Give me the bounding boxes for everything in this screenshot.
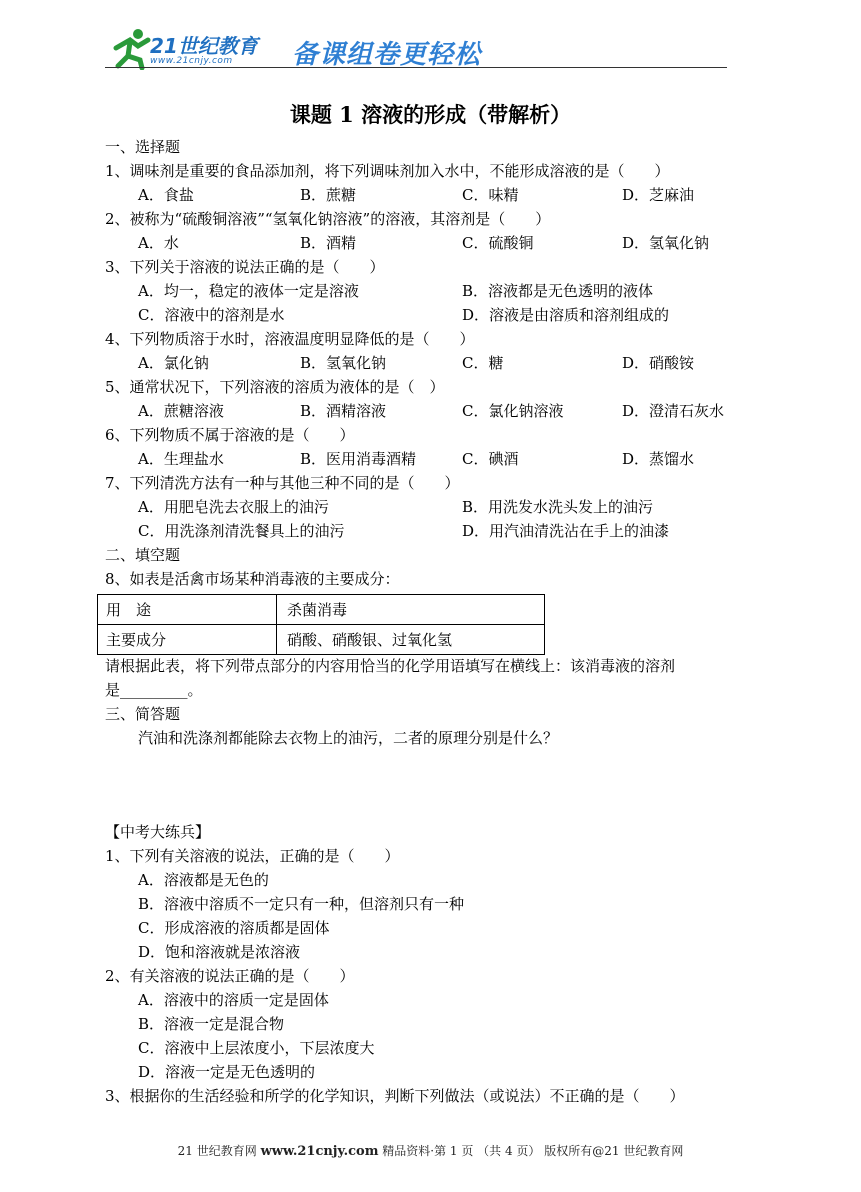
option-c: C．用洗涤剂清洗餐具上的油污 — [138, 522, 345, 540]
table-cell: 硝酸、硝酸银、过氧化氢 — [277, 625, 545, 655]
header-slogan: 备课组卷更轻松 — [292, 40, 482, 70]
table-cell: 主要成分 — [98, 625, 277, 655]
option-a: A．溶液都是无色的 — [138, 871, 269, 889]
option-b: B．溶液一定是混合物 — [138, 1015, 285, 1033]
runner-icon — [108, 26, 152, 70]
page-title: 课题 1 溶液的形成（带解析） — [289, 102, 572, 127]
question-stem: 汽油和洗涤剂都能除去衣物上的油污，二者的原理分别是什么？ — [138, 729, 559, 747]
option-b: B．医用消毒酒精 — [300, 450, 417, 468]
option-c: C．硫酸铜 — [462, 234, 534, 252]
option-a: A．生理盐水 — [138, 450, 224, 468]
option-d: D．溶液是由溶质和溶剂组成的 — [462, 306, 670, 324]
option-a: A．溶液中的溶质一定是固体 — [138, 991, 329, 1009]
option-c: C．溶液中的溶剂是水 — [138, 306, 285, 324]
option-b: B．溶液中溶质不一定只有一种，但溶剂只有一种 — [138, 895, 465, 913]
option-b: B．酒精溶液 — [300, 402, 387, 420]
table-row — [98, 625, 545, 655]
question-stem: 5、通常状况下，下列溶液的溶质为液体的是（ ） — [105, 378, 445, 396]
section-heading: 二、填空题 — [105, 546, 181, 564]
section-heading: 三、简答题 — [105, 705, 181, 723]
question-stem: 6、下列物质不属于溶液的是（ ） — [105, 426, 355, 444]
question-stem: 2、有关溶液的说法正确的是（ ） — [105, 967, 355, 985]
option-c: C．形成溶液的溶质都是固体 — [138, 919, 330, 937]
brand-name: 21世纪教育 — [150, 34, 258, 58]
answer-blank-line: 是_________。 — [105, 681, 203, 699]
question-text: 请根据此表，将下列带点部分的内容用恰当的化学用语填写在横线上：该消毒液的溶剂 — [105, 657, 676, 675]
question-stem: 3、下列关于溶液的说法正确的是（ ） — [105, 258, 385, 276]
footer-source: 21 世纪教育网 — [177, 1144, 261, 1158]
option-b: B．用洗发水洗头发上的油污 — [462, 498, 654, 516]
brand-url[interactable]: www.21cnjy.com — [150, 56, 233, 66]
option-d: D．用汽油清洗沾在手上的油漆 — [462, 522, 670, 540]
disinfectant-table — [97, 594, 545, 655]
option-c: C．氯化钠溶液 — [462, 402, 564, 420]
table-cell: 用 途 — [98, 595, 277, 625]
option-d: D．溶液一定是无色透明的 — [138, 1063, 316, 1081]
page-footer — [0, 1142, 861, 1159]
question-stem: 3、根据你的生活经验和所学的化学知识，判断下列做法（或说法）不正确的是（ ） — [105, 1087, 685, 1105]
option-a: A．食盐 — [138, 186, 194, 204]
question-stem: 1、下列有关溶液的说法，正确的是（ ） — [105, 847, 400, 865]
question-stem: 4、下列物质溶于水时，溶液温度明显降低的是（ ） — [105, 330, 475, 348]
option-a: A．水 — [138, 234, 179, 252]
option-b: B．氢氧化钠 — [300, 354, 387, 372]
option-d: D．芝麻油 — [622, 186, 695, 204]
option-a: A．均一，稳定的液体一定是溶液 — [138, 282, 359, 300]
option-a: A．用肥皂洗去衣服上的油污 — [138, 498, 329, 516]
question-stem: 2、被称为“硫酸铜溶液”“氢氧化钠溶液”的溶液，其溶剂是（ ） — [105, 210, 551, 228]
question-stem: 1、调味剂是重要的食品添加剂，将下列调味剂加入水中，不能形成溶液的是（ ） — [105, 162, 670, 180]
section-heading: 【中考大练兵】 — [105, 823, 211, 841]
option-a: A．蔗糖溶液 — [138, 402, 224, 420]
footer-url[interactable]: www.21cnjy.com — [260, 1144, 379, 1159]
table-cell: 杀菌消毒 — [277, 595, 545, 625]
option-b: B．酒精 — [300, 234, 357, 252]
option-d: D．饱和溶液就是浓溶液 — [138, 943, 301, 961]
section-heading: 一、选择题 — [105, 138, 181, 156]
question-stem: 7、下列清洗方法有一种与其他三种不同的是（ ） — [105, 474, 460, 492]
option-b: B．溶液都是无色透明的液体 — [462, 282, 654, 300]
option-d: D．硝酸铵 — [622, 354, 695, 372]
option-d: D．蒸馏水 — [622, 450, 695, 468]
option-d: D．澄清石灰水 — [622, 402, 725, 420]
question-stem: 8、如表是活禽市场某种消毒液的主要成分： — [105, 570, 400, 588]
option-c: C．味精 — [462, 186, 519, 204]
table-row — [98, 595, 545, 625]
option-b: B．蔗糖 — [300, 186, 357, 204]
option-d: D．氢氧化钠 — [622, 234, 710, 252]
option-a: A．氯化钠 — [138, 354, 209, 372]
header-divider — [105, 67, 727, 68]
option-c: C．糖 — [462, 354, 504, 372]
option-c: C．溶液中上层浓度小，下层浓度大 — [138, 1039, 375, 1057]
footer-page-info: 精品资料·第 1 页 （共 4 页） 版权所有@21 世纪教育网 — [378, 1144, 684, 1158]
option-c: C．碘酒 — [462, 450, 519, 468]
